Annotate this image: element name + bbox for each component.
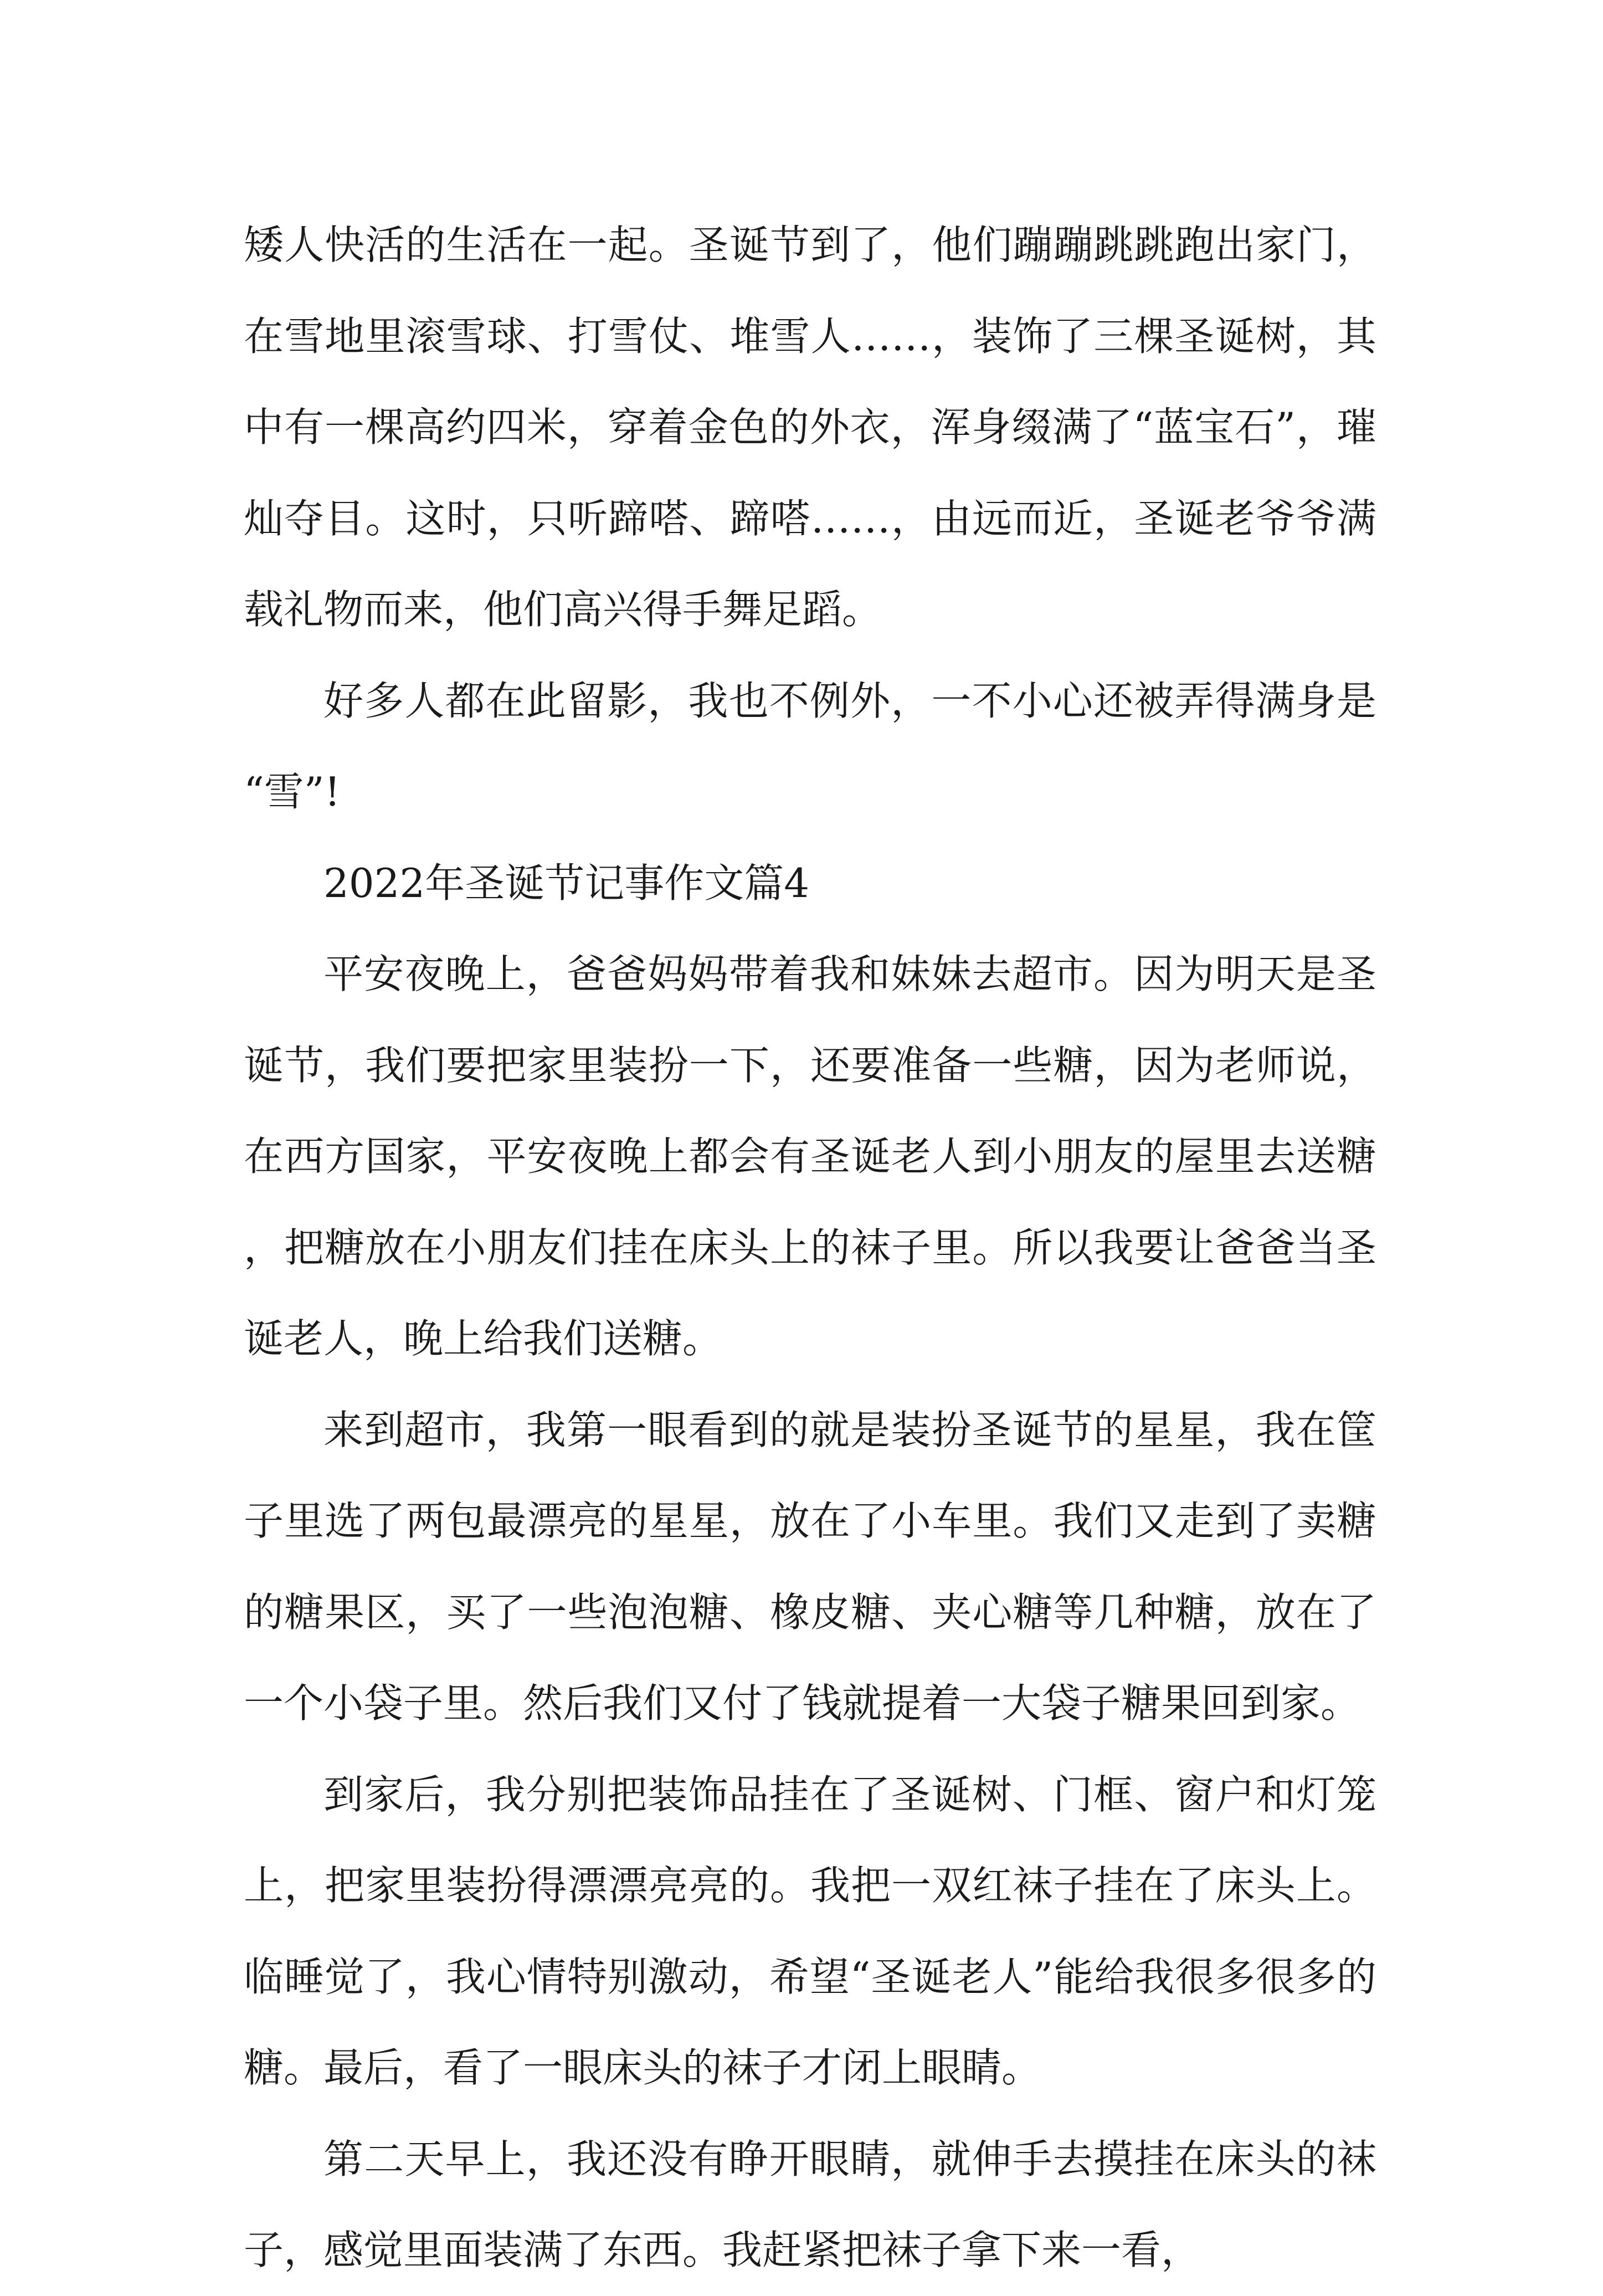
paragraph-decorating: 到家后，我分别把装饰品挂在了圣诞树、门框、窗户和灯笼上，把家里装扮得漂漂亮亮的。我把一双红袜子挂在了床头上。临睡觉了，我心情特别激动，希望“圣诞老人”能给我很多很多的糖。最后，看了一眼床头的袜子才闭上眼睛。 bbox=[244, 1771, 1376, 2091]
section-heading: 2022年圣诞节记事作文篇4 bbox=[323, 859, 810, 906]
document-body bbox=[244, 199, 1376, 2296]
paragraph-next-morning: 第二天早上，我还没有睁开眼睛，就伸手去摸挂在床头的袜子，感觉里面装满了东西。我赶紧把袜子拿下来一看， bbox=[244, 2135, 1376, 2273]
paragraph-continuation: 矮人快活的生活在一起。圣诞节到了，他们蹦蹦跳跳跑出家门，在雪地里滚雪球、打雪仗、堆雪人……，装饰了三棵圣诞树，其中有一棵高约四米，穿着金色的外衣，浑身缀满了“蓝宝石”，璀灿夺目。这时，只听蹄嗒、蹄嗒……，由远而近，圣诞老爷爷满载礼物而来，他们高兴得手舞足蹈。 bbox=[244, 222, 1376, 633]
paragraph-christmas-eve: 平安夜晚上，爸爸妈妈带着我和妹妹去超市。因为明天是圣诞节，我们要把家里装扮一下，还要准备一些糖，因为老师说，在西方国家，平安夜晚上都会有圣诞老人到小朋友的屋里去送糖，把糖放在小朋友们挂在床头上的袜子里。所以我要让爸爸当圣诞老人，晚上给我们送糖。 bbox=[244, 951, 1376, 1362]
paragraph-supermarket: 来到超市，我第一眼看到的就是装扮圣诞节的星星，我在筐子里选了两包最漂亮的星星，放在了小车里。我们又走到了卖糖的糖果区，买了一些泡泡糖、橡皮糖、夹心糖等几种糖，放在了一个小袋子里。然后我们又付了钱就提着一大袋子糖果回到家。 bbox=[244, 1406, 1376, 1726]
paragraph-photo: 好多人都在此留影，我也不例外，一不小心还被弄得满身是“雪”! bbox=[244, 677, 1376, 815]
